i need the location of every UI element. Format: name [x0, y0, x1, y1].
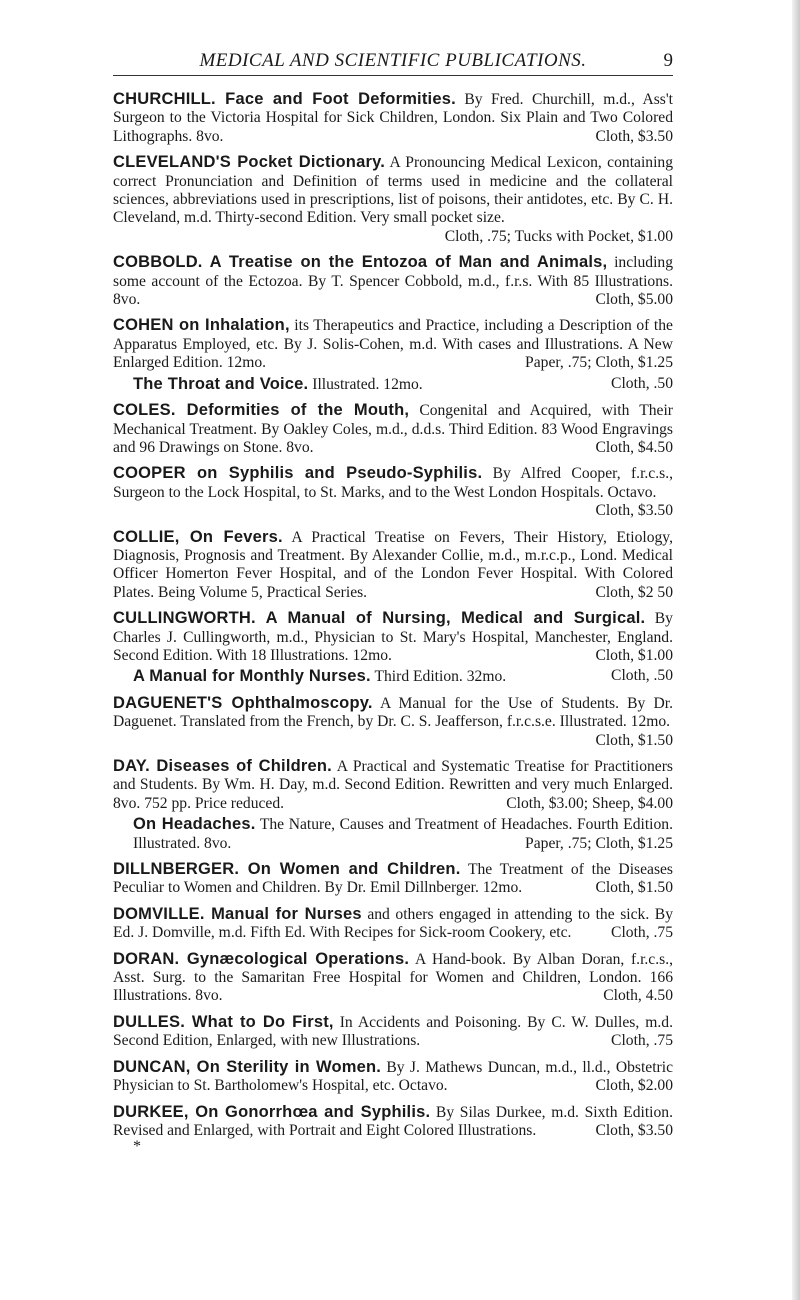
catalog-entry	[113, 860, 673, 898]
entry-description: The Treatment of the Diseases Peculiar to Women and Children. By Dr. Emil Dillnberger. 12mo.	[113, 861, 673, 897]
header-rule	[113, 75, 673, 76]
entry-price: Paper, .75; Cloth, $1.25	[525, 834, 673, 852]
entry-title: COHEN on Inhalation,	[113, 316, 290, 335]
entry-title: COLLIE, On Fevers.	[113, 527, 283, 546]
entry-price: Cloth, $4.50	[595, 438, 673, 456]
running-title: MEDICAL AND SCIENTIFIC PUBLICATIONS.	[199, 50, 587, 71]
entry-price: Cloth, .50	[611, 667, 673, 685]
entry-title: On Headaches.	[133, 815, 256, 834]
entry-description: By Charles J. Cullingworth, m.d., Physician to St. Mary's Hospital, Manchester, England. Second Edition. With 18 Illustrations. 12mo.	[113, 610, 673, 664]
entry-title: CHURCHILL. Face and Foot Deformities.	[113, 90, 456, 108]
entry-description: By J. Mathews Duncan, m.d., ll.d., Obstetric Physician to St. Bartholomew's Hospital, etc. Octavo.	[113, 1058, 673, 1095]
entry-description: A Practical Treatise on Fevers, Their History, Etiology, Diagnosis, Prognosis and Treatment. By Alexander Collie, m.d., m.r.c.p., Lond. Medical Officer Homerton Fever Hospital, and of the London Fever Hospital. With Colored Plates. Being Volume 5, Practical Series.	[113, 528, 673, 601]
catalog-entry	[113, 90, 673, 146]
catalog-entry	[113, 401, 673, 457]
catalog-entry	[113, 1013, 673, 1051]
entry-description: By Fred. Churchill, m.d., Ass't Surgeon to the Victoria Hospital for Sick Children, London. Six Plain and Two Colored Lithographs. 8vo.	[113, 91, 673, 145]
catalog-entry	[113, 1058, 673, 1096]
entry-description: and others engaged in attending to the sick. By Ed. J. Domville, m.d. Fifth Ed. With Recipes for Sick-room Cookery, etc.	[113, 905, 673, 942]
catalog-entry	[113, 253, 673, 309]
entry-title: DILLNBERGER. On Women and Children.	[113, 860, 461, 879]
entry-title: COLES. Deformities of the Mouth,	[113, 401, 410, 420]
entry-title: DURKEE, On Gonorrhœa and Syphilis.	[113, 1102, 431, 1121]
entry-description: including some account of the Ectozoa. By T. Spencer Cobbold, m.d., f.r.s. With 85 Illustrations. 8vo.	[113, 254, 673, 309]
entry-price: Cloth, .50	[611, 374, 673, 392]
page-header	[113, 0, 673, 80]
entry-title: COOPER on Syphilis and Pseudo-Syphilis.	[113, 464, 483, 483]
entry-price: Cloth, $3.50	[595, 1121, 673, 1139]
entry-price: Cloth, $1.00	[595, 646, 673, 664]
book-page	[113, 0, 673, 1154]
entry-description: By Silas Durkee, m.d. Sixth Edition. Revised and Enlarged, with Portrait and Eight Colored Illustrations.	[113, 1103, 673, 1139]
entry-price: Cloth, .75	[611, 1032, 673, 1050]
scan-edge-shadow	[792, 0, 800, 1300]
entry-price: Cloth, $2 50	[595, 583, 673, 601]
catalog-sub-entry	[133, 375, 673, 394]
entry-description: its Therapeutics and Practice, including a Description of the Apparatus Employed, etc. By J. Solis-Cohen, m.d. With cases and Illustrations. A New Enlarged Edition. 12mo.	[113, 317, 673, 372]
entry-price: Cloth, .75	[611, 924, 673, 942]
entry-title: DULLES. What to Do First,	[113, 1012, 334, 1031]
entry-title: COBBOLD. A Treatise on the Entozoa of Man and Animals,	[113, 253, 608, 272]
entry-description: Congenital and Acquired, with Their Mechanical Treatment. By Oakley Coles, m.d., d.d.s. Third Edition. 83 Wood Engravings and 96 Drawings on Stone. 8vo.	[113, 402, 673, 456]
catalog-entry	[113, 905, 673, 943]
entry-price: Cloth, $2.00	[595, 1077, 673, 1095]
catalog-entry	[113, 757, 673, 813]
page-number: 9	[663, 50, 673, 71]
catalog-sub-entry	[133, 815, 673, 853]
footer-asterisk: *	[133, 1138, 141, 1156]
entry-title: DORAN. Gynæcological Operations.	[113, 949, 410, 968]
entry-price: Cloth, $3.50	[595, 502, 673, 520]
entry-price: Cloth, .75; Tucks with Pocket, $1.00	[444, 227, 673, 245]
catalog-entry	[113, 528, 673, 603]
catalog-entry	[113, 609, 673, 665]
entry-title: DOMVILLE. Manual for Nurses	[113, 904, 362, 923]
catalog-entry	[113, 153, 673, 246]
entry-title: CLEVELAND'S Pocket Dictionary.	[113, 153, 386, 172]
entry-title: CULLINGWORTH. A Manual of Nursing, Medical and Surgical.	[113, 609, 646, 628]
entry-description: In Accidents and Poisoning. By C. W. Dulles, m.d. Second Edition, Enlarged, with new Illustrations.	[113, 1013, 673, 1050]
entry-price: Cloth, $3.00; Sheep, $4.00	[506, 794, 673, 812]
entry-description: A Hand-book. By Alban Doran, f.r.c.s., Asst. Surg. to the Samaritan Free Hospital for Women and Children, London. 166 Illustrations. 8vo.	[113, 950, 673, 1005]
entry-title: DAGUENET'S Ophthalmoscopy.	[113, 693, 373, 712]
entry-title: DUNCAN, On Sterility in Women.	[113, 1057, 382, 1076]
catalog-sub-entry	[133, 667, 673, 686]
entry-title: A Manual for Monthly Nurses.	[133, 667, 371, 686]
entry-price: Cloth, 4.50	[603, 987, 673, 1005]
catalog-entry	[113, 1103, 673, 1141]
entry-price: Paper, .75; Cloth, $1.25	[525, 354, 673, 372]
entry-price: Cloth, $1.50	[595, 731, 673, 749]
entry-description: By Alfred Cooper, f.r.c.s., Surgeon to the Lock Hospital, to St. Marks, and to the West London Hospitals. Octavo.	[113, 465, 673, 501]
catalog-entry	[113, 316, 673, 372]
catalog-entry	[113, 694, 673, 750]
entry-price: Cloth, $1.50	[595, 879, 673, 897]
catalog-entry	[113, 950, 673, 1006]
catalog-entry	[113, 464, 673, 520]
entry-price: Cloth, $3.50	[595, 127, 673, 145]
entry-description: A Practical and Systematic Treatise for Practitioners and Students. By Wm. H. Day, m.d. Second Edition. Rewritten and very much Enlarged. 8vo. 752 pp. Price reduced.	[113, 758, 673, 812]
entry-description: The Nature, Causes and Treatment of Headaches. Fourth Edition. Illustrated. 8vo.	[133, 816, 673, 852]
entry-title: DAY. Diseases of Children.	[113, 757, 332, 775]
catalog-entries	[113, 90, 673, 1154]
entry-description: Third Edition. 32mo.	[374, 668, 507, 686]
entry-description: A Manual for the Use of Students. By Dr. Daguenet. Translated from the French, by Dr. C. S. Jeafferson, f.r.c.s.e. Illustrated. 12mo.	[113, 694, 673, 731]
entry-title: The Throat and Voice.	[133, 374, 309, 393]
entry-price: Cloth, $5.00	[595, 291, 673, 309]
entry-description: Illustrated. 12mo.	[312, 375, 423, 393]
entry-description: A Pronouncing Medical Lexicon, containing correct Pronunciation and Definition of terms used in medicine and the collateral sciences, abbreviations used in prescriptions, list of poisons, their antidotes, etc. By C. H. Cleveland, m.d. Thirty-second Edition. Very small pocket size.	[113, 154, 673, 227]
